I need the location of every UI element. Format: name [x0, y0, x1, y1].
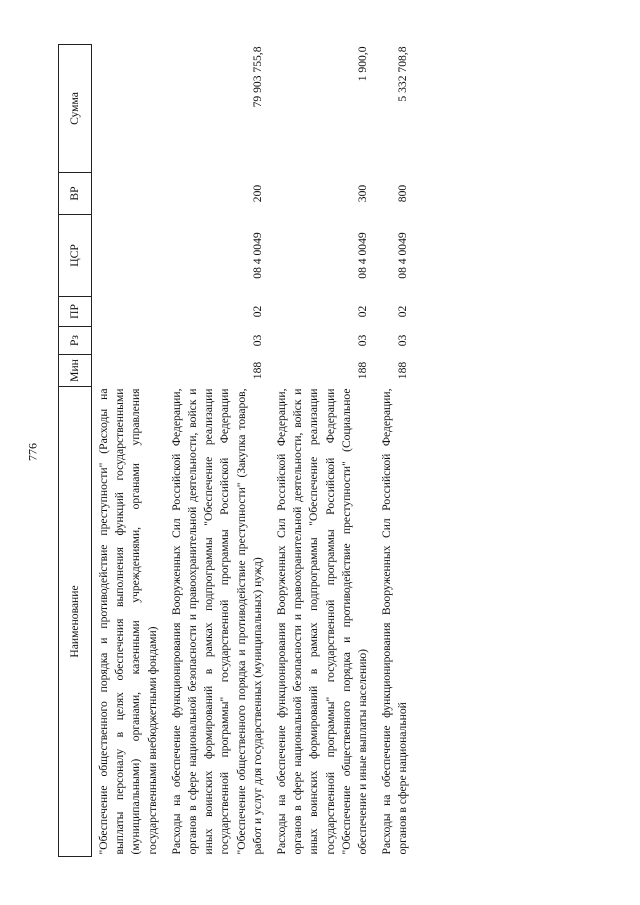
- table-row: [169, 45, 274, 857]
- row-min: [92, 355, 169, 387]
- row-vr: 800: [396, 184, 410, 203]
- col-header-min: Мин: [59, 355, 92, 387]
- row-pr: 02: [356, 305, 370, 318]
- row-pr: 02: [396, 305, 410, 318]
- row-csr: [92, 215, 169, 297]
- row-name: Расходы на обеспечение функционирования Вооруженных Сил Российской Федерации, органов в сфере национальной: [380, 388, 410, 855]
- row-rz: 03: [396, 334, 410, 347]
- row-name: Расходы на обеспечение функционирования Вооруженных Сил Российской Федерации, органов в сфере национальной безопасности и правоохранительной деятельности, войск и иных воинских формирований в рамках подпрограммы "Обеспечение реализации государственной программы" государственной программы Российской Федерации "Обеспечение общественного порядка и противодействие преступности" (Социальное обеспечение и иные выплаты населению): [275, 388, 370, 855]
- row-rz: [92, 327, 169, 355]
- table-row: [274, 45, 379, 857]
- row-pr: 02: [250, 305, 264, 318]
- row-sum: 1 900,0: [356, 46, 370, 82]
- row-name: "Обеспечение общественного порядка и противодействие преступности" (Расходы на выплаты персоналу в целях обеспечения выполнения функций государственными (муниципальными) органами, казенными учреждениями, органами управления государственными внебюджетными фондами): [97, 388, 159, 855]
- row-rz: 03: [250, 334, 264, 347]
- row-csr: 08 4 0049: [250, 232, 264, 279]
- row-min: 188: [396, 361, 410, 380]
- row-min: 188: [250, 361, 264, 380]
- col-header-name: Наименование: [59, 387, 92, 857]
- row-name: Расходы на обеспечение функционирования Вооруженных Сил Российской Федерации, органов в сфере национальной безопасности и правоохранительной деятельности, войск и иных воинских формирований в рамках подпрограммы "Обеспечение реализации государственной программы" государственной программы Российской Федерации "Обеспечение общественного порядка и противодействие преступности" (Закупка товаров, работ и услуг для государственных (муниципальных) нужд): [169, 388, 264, 855]
- row-sum: 79 903 755,8: [250, 46, 264, 108]
- row-min: 188: [356, 361, 370, 380]
- row-vr: 300: [356, 184, 370, 203]
- col-header-sum: Сумма: [59, 45, 92, 173]
- col-header-rz: Рз: [59, 327, 92, 355]
- table-row: [379, 45, 419, 857]
- page-number: 776: [25, 443, 40, 461]
- row-csr: 08 4 0049: [356, 232, 370, 279]
- row-vr: 200: [250, 184, 264, 203]
- budget-table: [58, 44, 420, 857]
- row-csr: 08 4 0049: [396, 232, 410, 279]
- col-header-vr: ВР: [59, 173, 92, 215]
- row-sum: [92, 45, 169, 173]
- row-vr: [92, 173, 169, 215]
- row-pr: [92, 297, 169, 327]
- col-header-pr: ПР: [59, 297, 92, 327]
- row-rz: 03: [356, 334, 370, 347]
- table-row: [92, 45, 169, 857]
- col-header-csr: ЦСР: [59, 215, 92, 297]
- row-sum: 5 332 708,8: [396, 46, 410, 102]
- table-header: [59, 45, 92, 857]
